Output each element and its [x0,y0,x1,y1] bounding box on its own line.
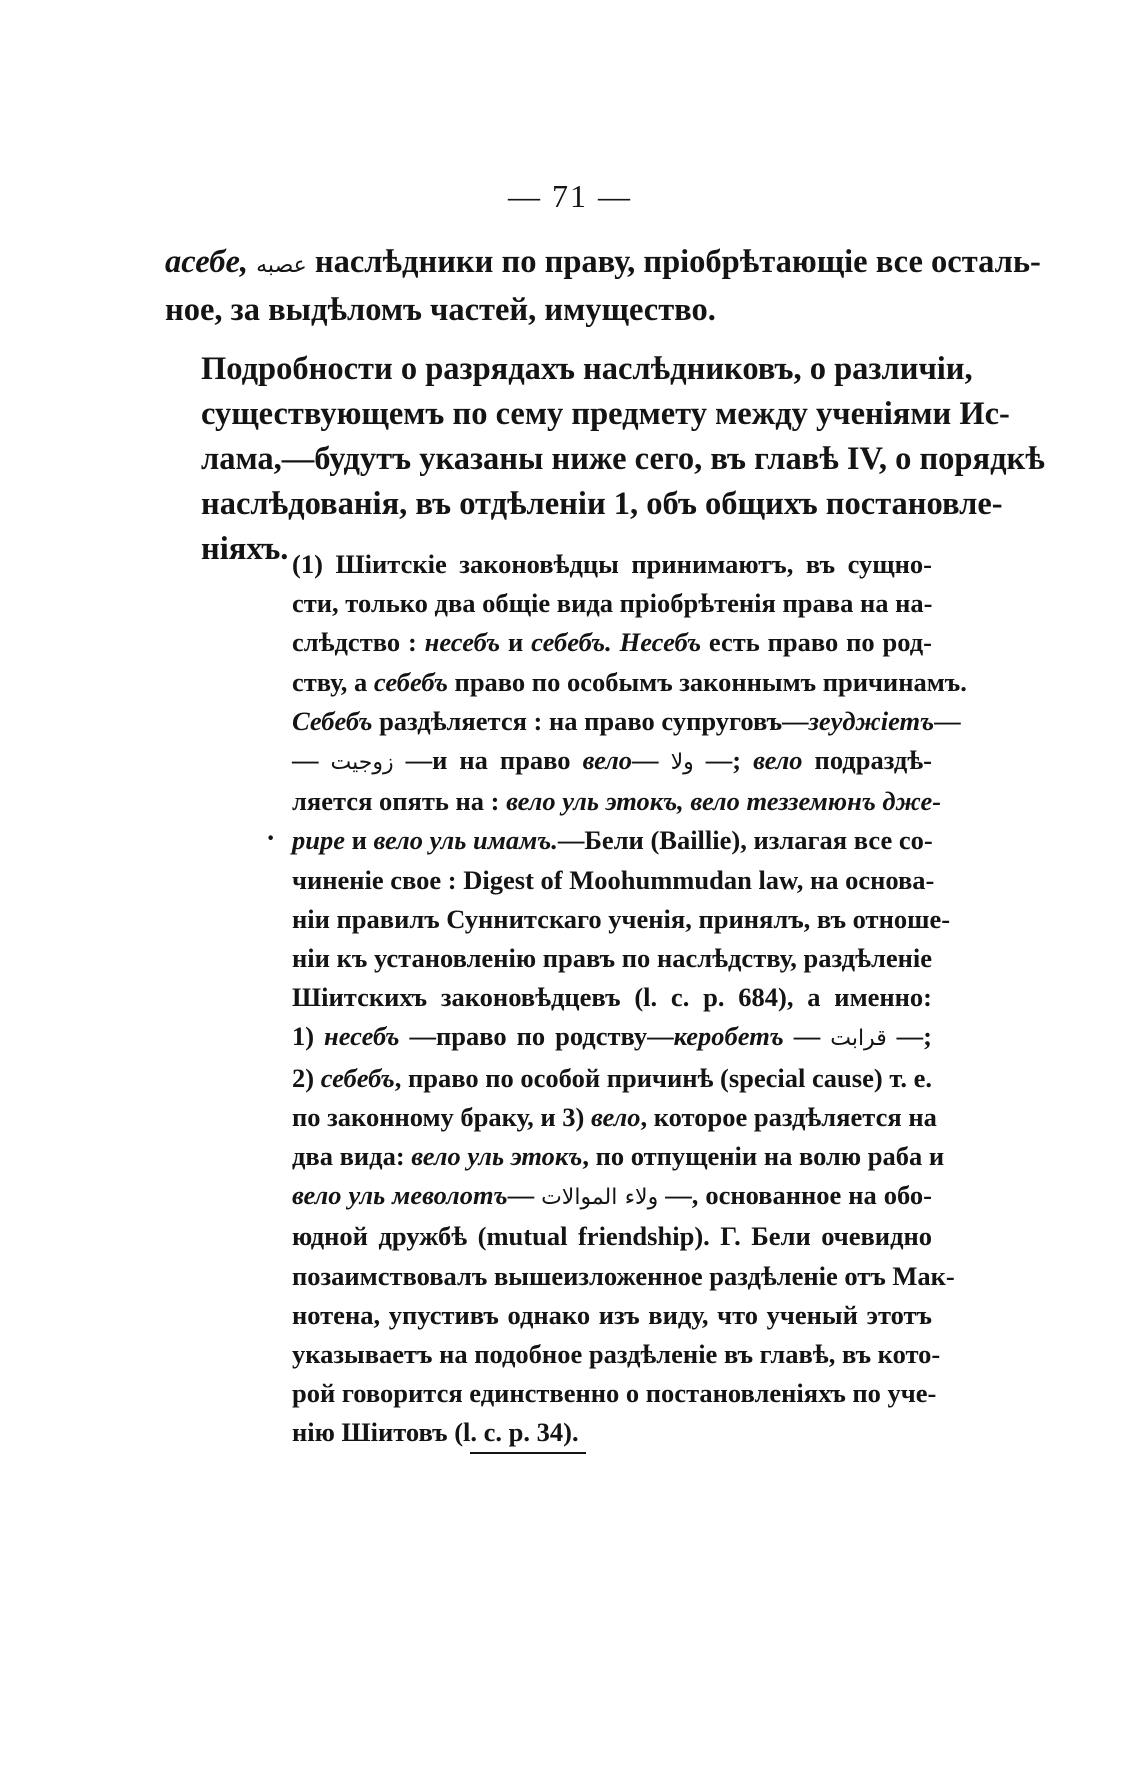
footnote-line [292,702,961,741]
footnote-paragraph [292,545,967,1453]
italic-term: вело уль имамъ. [373,825,558,856]
page-number: — 71 — [508,178,632,214]
text-span [612,627,620,657]
footnote-line: рой говорится единственно о постановленіяхъ по уче- [292,1378,937,1409]
italic-term: себебъ [373,666,448,697]
text-span: —; [693,745,754,776]
footnote-line: позаимствовалъ вышеизложенное раздѣленіе отъ Мак- [292,1260,955,1291]
text-span: и [345,825,374,856]
text-span: —Бели (Baillie), излагая все со- [557,825,933,856]
footnote-line: чиненіе свое : Digest of Moohummudan law, на основа- [292,864,935,895]
text-span: право по особымъ законнымъ причинамъ. [447,666,967,697]
text-span: по законному браку, и 3) [292,1101,591,1132]
footnote-line [292,1098,937,1137]
text-span: слѣдство : [292,627,425,658]
footnote-line: Шіитскихъ законовѣдцевъ (l. c. p. 684), а именно: [292,982,932,1013]
footnote-line: юдной дружбѣ (mutual friendship). Г. Бели очевидно [292,1221,932,1252]
text-span: есть право по род- [701,627,932,658]
text-span: ляется опять на : [292,786,507,817]
text-span: — [292,745,331,776]
italic-term: Несебъ [619,627,702,658]
footnote-line [292,1017,932,1058]
italic-term: зеуджіетъ [808,705,935,736]
footnote-line: ніи правилъ Суннитскаго ученія, принялъ, въ отноше- [292,903,951,934]
text-line: ное, за выдѣломъ частей, имущество. [165,292,716,328]
footnote-line [292,623,932,662]
text-span: , по отпущеніи на волю раба и [582,1141,945,1172]
text-span: , право по особой причинѣ (special cause) т. е. [394,1062,932,1093]
footnote-line [292,1137,945,1176]
italic-term: себебъ. [531,627,612,658]
margin-mark: · [266,823,276,854]
italic-term: вело уль этокъ, вело тезземюнъ дже- [506,786,942,817]
footnote-line: (1) Шіитскіе законовѣдцы принимаютъ, въ сущно- [292,549,932,579]
text-span: 1) [292,1021,325,1052]
footnote-line [292,1176,932,1217]
footnote-line [292,782,942,821]
footnote-line: нію Шіитовъ (l. c. p. 34). [292,1417,579,1448]
text-line: наслѣдованія, въ отдѣленіи 1, объ общихъ постановле- [201,486,1003,522]
italic-term: вело [591,1101,641,1132]
text-span: —; [886,1021,933,1052]
text-span: — [507,1180,542,1211]
italic-term: керобетъ [673,1021,784,1052]
footnote-line [292,663,967,702]
italic-term: вело уль этокъ [411,1141,583,1172]
paragraph-1 [165,240,1041,333]
italic-term: несебъ [324,1021,400,1052]
footnote-line [292,821,932,860]
text-span: —и на право [393,745,583,776]
text-span: —, основанное на обо- [658,1180,932,1211]
italic-term: себебъ [320,1062,395,1093]
italic-term: вело [753,745,803,776]
text-span: — [783,1021,831,1052]
text-span: — [934,705,961,736]
italic-term: Себебъ [292,705,373,736]
footnote-line: указываетъ на подобное раздѣленіе въ главѣ, въ кото- [292,1339,941,1370]
italic-term: вело [582,745,633,776]
arabic-term: زوجيت [330,750,394,776]
arabic-term: ولاء الموالات [541,1185,659,1211]
text-span: 2) [292,1062,321,1093]
text-span: наслѣдники по праву, пріобрѣтающіе все осталь- [306,244,1041,280]
footnote-line: нотена, упустивъ однако изъ виду, что ученый этотъ [292,1299,932,1330]
italic-term: вело уль меволотъ [292,1180,508,1211]
text-span: — [632,745,671,776]
arabic-term: قرابت [830,1026,887,1052]
footnote-line [292,1059,932,1098]
text-span: раздѣляется : на право супруговъ— [372,705,809,736]
arabic-term: عصبه [256,253,307,278]
footer-rule [470,1452,586,1454]
footnote-line [292,741,932,782]
text-line: существующемъ по сему предмету между ученіями Ис- [201,396,1010,432]
text-span: два вида: [292,1141,412,1172]
text-span: ству, а [292,666,374,697]
footnote-line: сти, только два общіе вида пріобрѣтенія права на на- [292,588,933,619]
footnote [292,545,967,1453]
text-line [165,240,1041,288]
paragraph-2 [165,347,1045,572]
text-span: , которое раздѣляется на [640,1101,937,1132]
text-line: лама,—будутъ указаны ниже сего, въ главѣ IV, о порядкѣ [201,441,1045,477]
text-line: Подробности о разрядахъ наслѣдниковъ, о различіи, [201,351,973,387]
arabic-term: ولا [670,750,694,776]
text-span: и [500,627,532,658]
text-span: —право по родству— [399,1021,674,1052]
text-line: ніяхъ. [201,531,289,567]
italic-term: асебе, [165,244,249,280]
footnote-line: ніи къ установленію правъ по наслѣдству, раздѣленіе [292,943,932,974]
italic-term: несебъ [424,627,501,658]
text-span: подраздѣ- [802,745,933,776]
italic-term: рире [292,825,345,856]
main-text [165,240,1045,572]
